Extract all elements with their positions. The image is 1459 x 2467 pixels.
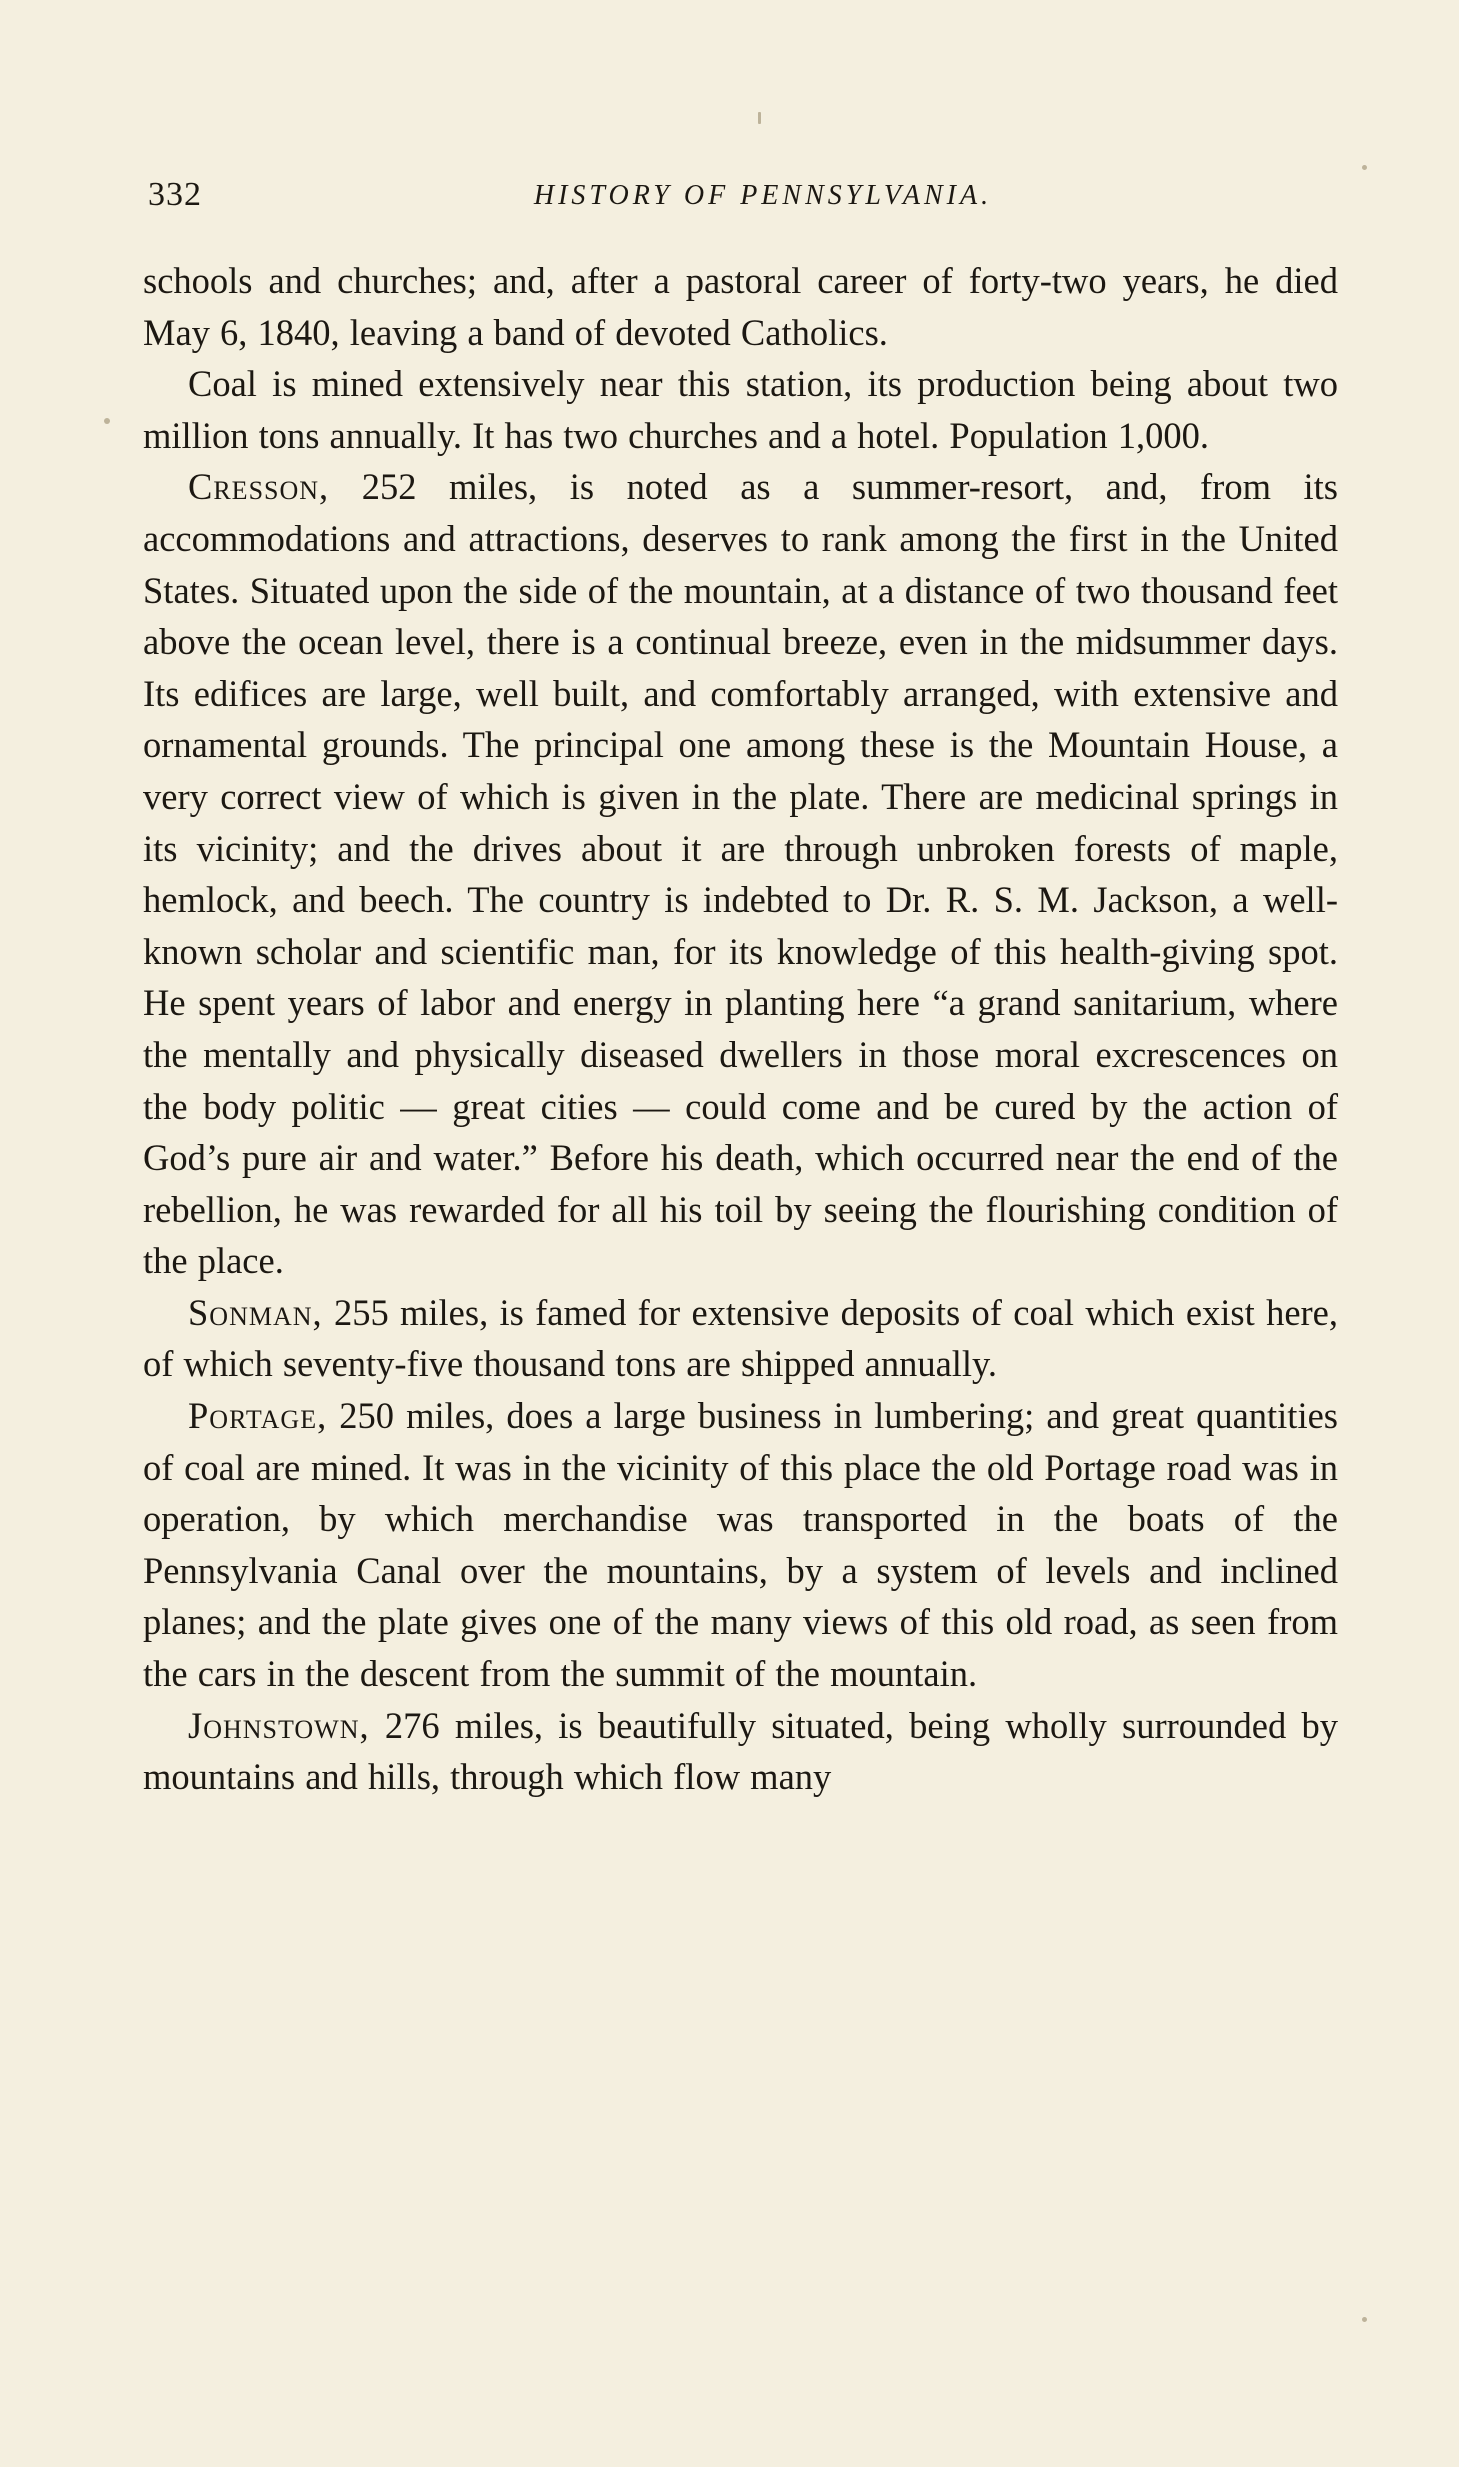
paragraph-johnstown bbox=[143, 1700, 1338, 1803]
paragraph-text: 250 miles, does a large business in lumbering; and great quantities of coal are mined. It was in the vicinity of this place the old Portage road was in operation, by which merchandise was transported in the boats of the Pennsylvania Canal over the mountains, by a system of levels and inclined planes; and the plate gives one of the many views of this old road, as seen from the cars in the descent from the summit of the mountain. bbox=[143, 1395, 1338, 1695]
paragraph-sonman bbox=[143, 1287, 1338, 1390]
paper-speck bbox=[1362, 165, 1367, 170]
paragraph-text: Coal is mined extensively near this station, its production being about two million tons annually. It has two churches and a hotel. Population 1,000. bbox=[143, 363, 1338, 456]
running-title: HISTORY OF PENNSYLVANIA. bbox=[533, 180, 993, 211]
station-name: Johnstown, bbox=[188, 1704, 370, 1746]
paragraph-text: 252 miles, is noted as a summer-resort, and, from its accommodations and attractions, deserves to rank among the first in the United States. Situated upon the side of the mountain, at a distance of two thousand feet above the ocean level, there is a continual breeze, even in the midsummer days. Its edifices are large, well built, and comfortably arranged, with extensive and ornamental grounds. The principal one among these is the Mountain House, a very correct view of which is given in the plate. There are medicinal springs in its vicinity; and the drives about it are through unbroken forests of maple, hemlock, and beech. The country is indebted to Dr. R. S. M. Jackson, a well-known scholar and scientific man, for its knowledge of this health-giving spot. He spent years of labor and energy in planting here “a grand sanitarium, where the mentally and physically diseased dwellers in those moral excrescences on the body politic — great cities — could come and be cured by the action of God’s pure air and water.” Before his death, which occurred near the end of the rebellion, he was rewarded for all his toil by seeing the flourishing condition of the place. bbox=[143, 466, 1338, 1282]
paper-speck bbox=[758, 112, 761, 124]
station-name: Sonman, bbox=[188, 1291, 323, 1333]
body-text bbox=[143, 255, 1338, 1803]
page-number: 332 bbox=[148, 176, 202, 213]
paragraph-portage bbox=[143, 1390, 1338, 1700]
station-name: Cresson, bbox=[188, 466, 330, 508]
paragraph-continuation bbox=[143, 255, 1338, 358]
paragraph-coal bbox=[143, 358, 1338, 461]
paragraph-text: schools and churches; and, after a pastoral career of forty-two years, he died May 6, 1840, leaving a band of devoted Catholics. bbox=[143, 260, 1338, 353]
running-head bbox=[148, 176, 1318, 224]
station-name: Portage, bbox=[188, 1395, 328, 1437]
paragraph-text: 255 miles, is famed for extensive deposits of coal which exist here, of which seventy-five thousand tons are shipped annually. bbox=[143, 1291, 1338, 1385]
paper-speck bbox=[1362, 2317, 1367, 2322]
paragraph-text: 276 miles, is beautifully situated, being wholly surrounded by mountains and hills, through which flow many bbox=[143, 1704, 1338, 1798]
paper-speck bbox=[104, 418, 110, 424]
paragraph-cresson bbox=[143, 461, 1338, 1287]
